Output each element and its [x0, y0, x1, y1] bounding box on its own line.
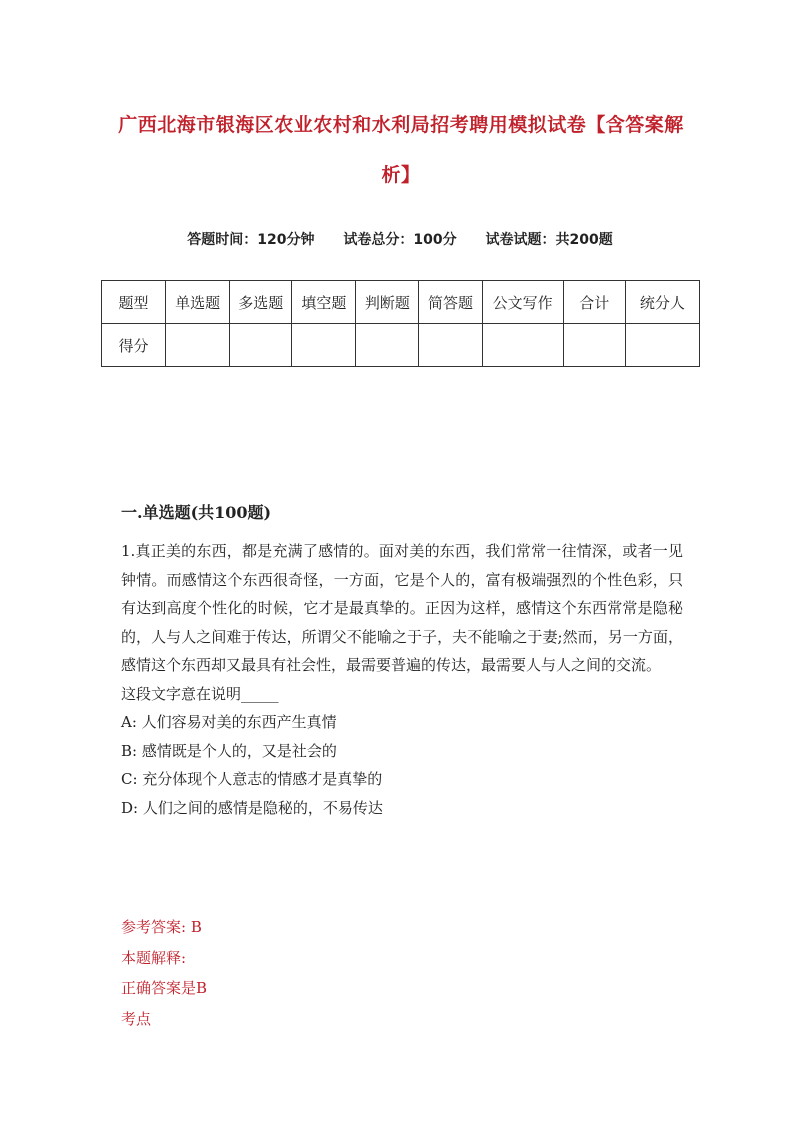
question-block	[121, 537, 683, 822]
score-cell	[625, 324, 699, 367]
header-cell-total: 合计	[563, 281, 625, 324]
score-cell	[166, 324, 230, 367]
exam-time: 答题时间：120分钟	[187, 232, 315, 248]
exam-total-score: 试卷总分：100分	[343, 232, 457, 248]
score-cell	[563, 324, 625, 367]
page-title: 广西北海市银海区农业农村和水利局招考聘用模拟试卷【含答案解析】	[118, 114, 684, 186]
question-prompt: 这段文字意在说明_____	[121, 684, 279, 703]
exam-question-count: 试卷试题：共200题	[485, 232, 613, 248]
score-cell	[419, 324, 482, 367]
answer-block	[121, 912, 207, 1034]
question-text: 1.真正美的东西，都是充满了感情的。面对美的东西，我们常常一往情深，或者一见钟情。而感情这个东西很奇怪，一方面，它是个人的，富有极端强烈的个性色彩，只有达到高度个性化的时候，它才是最真挚的。正因为这样，感情这个东西常常是隐秘的，人与人之间难于传达，所谓父不能喻之于子，夫不能喻之于妻;然而，另一方面，感情这个东西却又最具有社会性，最需要普遍的传达，最需要人与人之间的交流。	[121, 542, 683, 674]
score-table	[101, 280, 700, 367]
reference-answer: 参考答案: B	[121, 918, 202, 936]
header-cell-multi: 多选题	[230, 281, 292, 324]
option-c: C: 充分体现个人意志的情感才是真挚的	[121, 770, 383, 788]
header-cell-writing: 公文写作	[482, 281, 563, 324]
score-row-label: 得分	[102, 324, 166, 367]
header-cell-judge: 判断题	[356, 281, 419, 324]
option-d: D: 人们之间的感情是隐秘的，不易传达	[121, 798, 383, 817]
header-cell-grader: 统分人	[625, 281, 699, 324]
header-cell-fill: 填空题	[292, 281, 356, 324]
score-cell	[482, 324, 563, 367]
option-b: B: 感情既是个人的，又是社会的	[121, 741, 337, 760]
option-a: A: 人们容易对美的东西产生真情	[121, 713, 337, 731]
correct-answer: 正确答案是B	[121, 979, 208, 997]
explanation-label: 本题解释:	[121, 948, 187, 967]
key-point-label: 考点	[121, 1009, 152, 1028]
header-cell-type: 题型	[102, 281, 166, 324]
header-cell-short: 简答题	[419, 281, 482, 324]
score-cell	[292, 324, 356, 367]
score-cell	[356, 324, 419, 367]
exam-meta	[0, 229, 800, 249]
section-heading: 一.单选题(共100题)	[121, 503, 272, 522]
score-table-score-row	[102, 324, 700, 367]
header-cell-single: 单选题	[166, 281, 230, 324]
score-cell	[230, 324, 292, 367]
score-table-header-row	[102, 281, 700, 324]
